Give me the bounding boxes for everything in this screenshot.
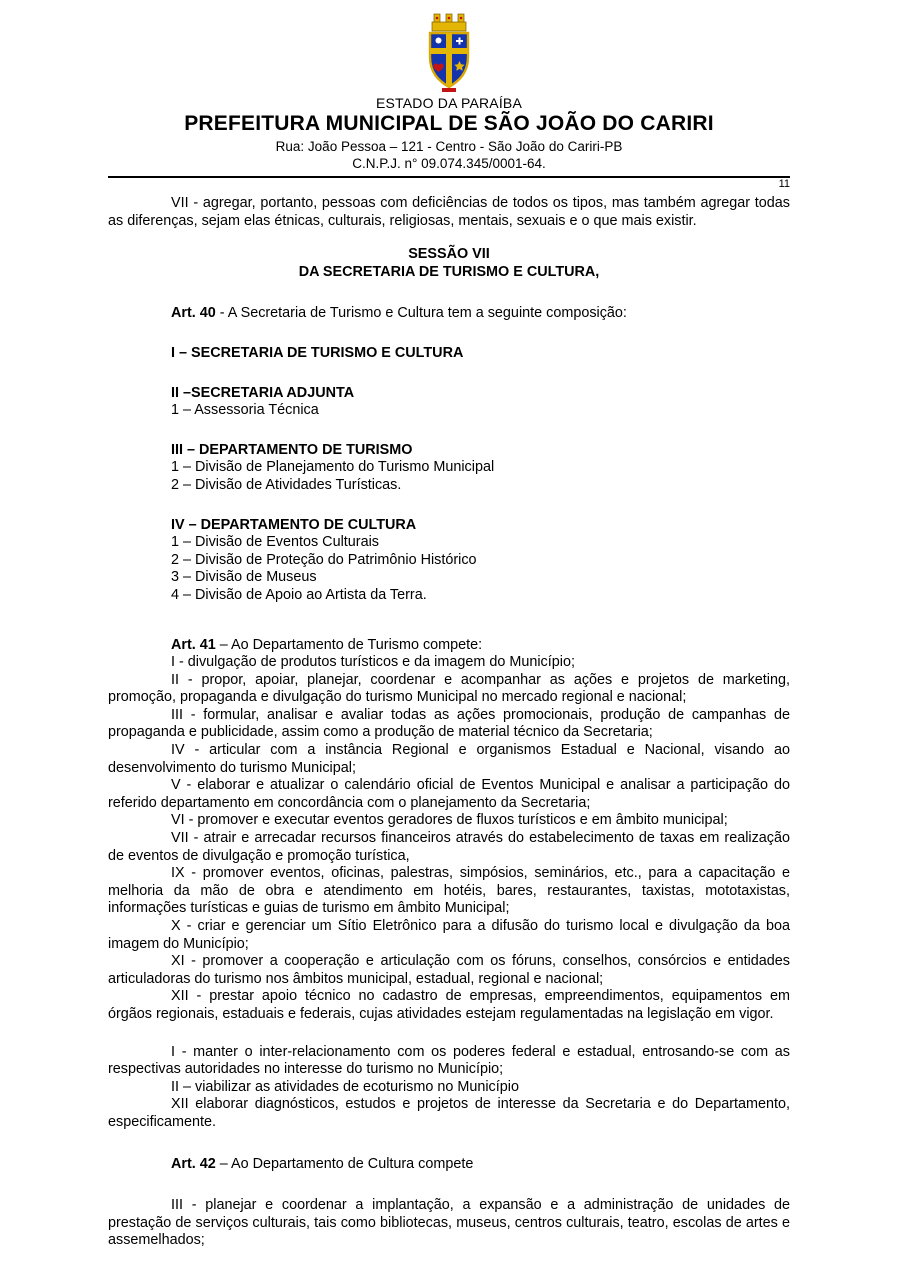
article-42-text: – Ao Departamento de Cultura compete [215, 1155, 474, 1172]
address-line: Rua: João Pessoa – 121 - Centro - São João do Cariri-PB [275, 139, 623, 154]
section-3-departamento-turismo [171, 442, 790, 495]
session-heading [108, 246, 790, 281]
cnpj-line: C.N.P.J. n° 09.074.345/0001-64. [352, 156, 546, 171]
article-41-item: XII - prestar apoio técnico no cadastro de empresas, empreendimentos, equipamentos em órgãos regionais, estaduais e federais, cujas atividades estejam regulamentadas na legislação em vigor. [108, 988, 790, 1022]
article-41-extra-item: II – viabilizar as atividades de ecoturismo no Município [171, 1078, 519, 1095]
document-body [108, 195, 790, 1250]
article-41-item: VII - atrair e arrecadar recursos financeiros através do estabelecimento de taxas em realização de eventos de divulgação e promoção turística, [108, 830, 790, 864]
section-2-secretaria-adjunta [171, 385, 790, 420]
article-41-item: I - divulgação de produtos turísticos e da imagem do Município; [171, 654, 575, 671]
article-40 [108, 305, 790, 323]
article-42-item: III - planejar e coordenar a implantação, a expansão e a administração de unidades de prestação de serviços culturais, tais como bibliotecas, museus, centros culturais, teatro, escolas de artes e assemelhados; [108, 1197, 790, 1249]
list-item: 1 – Divisão de Planejamento do Turismo Municipal [171, 459, 495, 476]
section-2-title: II –SECRETARIA ADJUNTA [171, 384, 355, 401]
article-41-text: – Ao Departamento de Turismo compete: [215, 636, 483, 653]
article-40-text: - A Secretaria de Turismo e Cultura tem a seguinte composição: [215, 305, 627, 322]
article-41-item: IV - articular com a instância Regional e organismos Estadual e Nacional, visando ao desenvolvimento do turismo Municipal; [108, 742, 790, 776]
article-42-label: Art. 42 [171, 1155, 216, 1172]
section-1-secretaria-turismo [171, 345, 790, 363]
article-42 [108, 1156, 790, 1174]
article-41-item: II - propor, apoiar, planejar, coordenar e acompanhar as ações e projetos de marketing, promoção, propaganda e divulgação do turismo Municipal no mercado regional e nacional; [108, 671, 790, 706]
coat-of-arms-graphic [422, 13, 476, 93]
page-number: 11 [778, 178, 790, 190]
list-item: 1 – Assessoria Técnica [171, 402, 319, 419]
list-item: 1 – Divisão de Eventos Culturais [171, 534, 379, 551]
state-name: ESTADO DA PARAÍBA [375, 95, 523, 111]
list-item: 2 – Divisão de Atividades Turísticas. [171, 476, 402, 493]
article-41-item: VI - promover e executar eventos geradores de fluxos turísticos e em âmbito municipal; [171, 812, 728, 829]
session-subtitle: DA SECRETARIA DE TURISMO E CULTURA, [298, 263, 600, 280]
document-header [108, 13, 790, 191]
section-4-departamento-cultura [171, 517, 790, 605]
paragraph-vii-agregar: VII - agregar, portanto, pessoas com deficiências de todos os tipos, mas também agregar todas as diferenças, sejam elas étnicas, culturais, religiosas, mentais, sexuais e o que mais existir. [108, 195, 790, 229]
article-41 [108, 637, 790, 655]
article-41-item: XI - promover a cooperação e articulação com os fóruns, conselhos, consórcios e entidades articuladoras do turismo nos âmbitos municipal, estadual, regional e nacional; [108, 953, 790, 987]
section-1-title: I – SECRETARIA DE TURISMO E CULTURA [171, 344, 464, 361]
list-item: 3 – Divisão de Museus [171, 569, 317, 586]
article-41-item: X - criar e gerenciar um Sítio Eletrônico para a difusão do turismo local e divulgação da boa imagem do Município; [108, 918, 790, 952]
municipality-title: PREFEITURA MUNICIPAL DE SÃO JOÃO DO CARIRI [184, 112, 714, 135]
article-41-extra-item: XII elaborar diagnósticos, estudos e projetos de interesse da Secretaria e do Departamento, especificamente. [108, 1096, 790, 1130]
coat-of-arms [108, 13, 790, 93]
section-3-title: III – DEPARTAMENTO DE TURISMO [171, 441, 413, 458]
article-41-label: Art. 41 [171, 636, 216, 653]
article-41-item: V - elaborar e atualizar o calendário oficial de Eventos Municipal e analisar a participação do referido departamento em concordância com o planejamento da Secretaria; [108, 777, 790, 811]
session-title: SESSÃO VII [408, 246, 490, 263]
article-41-item: III - formular, analisar e avaliar todas as ações promocionais, produção de campanhas de propaganda e publicidade, assim como a produção de material técnico da Secretaria; [108, 706, 790, 741]
list-item: 2 – Divisão de Proteção do Patrimônio Histórico [171, 551, 477, 568]
article-41-extra-item: I - manter o inter-relacionamento com os poderes federal e estadual, entrosando-se com as respectivas autoridades no interesse do turismo no Município; [108, 1043, 790, 1078]
article-41-item: IX - promover eventos, oficinas, palestras, simpósios, seminários, etc., para a capacitação e melhoria da mão de obra e atendimento em hotéis, bares, restaurantes, taxistas, mototaxistas, informações turísticas e guias de turismo em âmbito Municipal; [108, 865, 790, 917]
article-40-label: Art. 40 [171, 305, 216, 322]
section-4-title: IV – DEPARTAMENTO DE CULTURA [171, 516, 417, 533]
list-item: 4 – Divisão de Apoio ao Artista da Terra. [171, 586, 427, 603]
